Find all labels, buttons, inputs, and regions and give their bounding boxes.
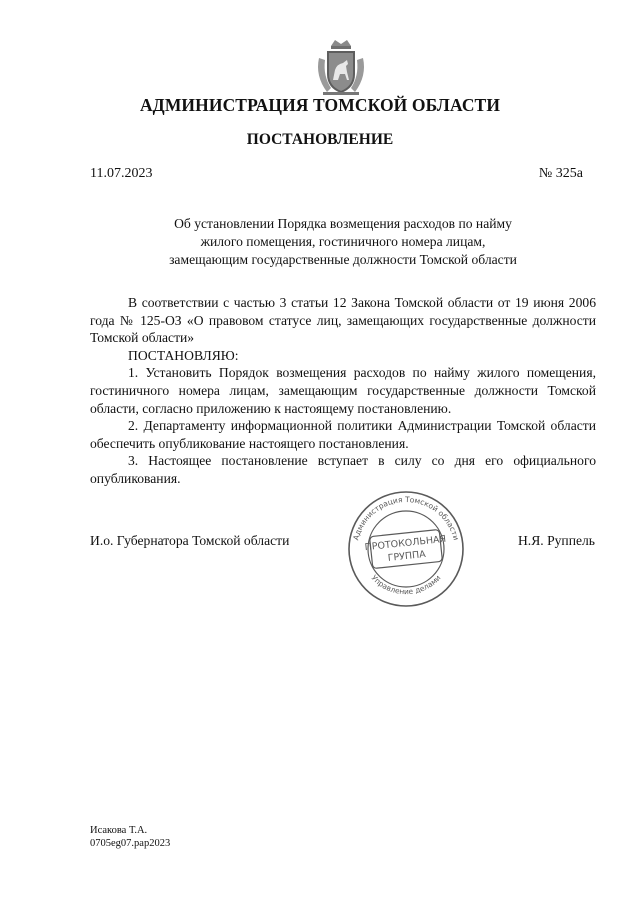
organization-title: АДМИНИСТРАЦИЯ ТОМСКОЙ ОБЛАСТИ xyxy=(139,95,501,115)
executor-block xyxy=(90,824,170,850)
decree-item: 2. Департаменту информационной политики Администрации Томской области обеспечить опубликование настоящего постановления. xyxy=(90,418,596,451)
document-body xyxy=(90,294,596,488)
official-stamp xyxy=(343,489,469,609)
subject-line: Об установлении Порядка возмещения расходов по найму xyxy=(174,216,512,231)
subject-line: замещающим государственные должности Томской области xyxy=(169,252,517,267)
document-subject xyxy=(100,215,586,269)
document-type-title: ПОСТАНОВЛЕНИЕ xyxy=(246,131,394,148)
signatory-name: Н.Я. Руппель xyxy=(517,533,595,548)
subject-line: жилого помещения, гостиничного номера лицам, xyxy=(200,234,486,249)
stamp-outer-text-bottom: Управление делами xyxy=(369,573,443,597)
decree-item: 3. Настоящее постановление вступает в силу со дня его официального опубликования. xyxy=(90,453,596,486)
stamp-center-line2: ГРУППА xyxy=(387,548,427,564)
decree-word: ПОСТАНОВЛЯЮ: xyxy=(128,347,239,363)
coat-of-arms-emblem xyxy=(313,36,369,96)
document-date: 11.07.2023 xyxy=(90,166,153,181)
stamp-center-line1: ПРОТОКОЛЬНАЯ xyxy=(364,533,447,554)
executor-name: Исакова Т.А. xyxy=(90,825,148,836)
document-number: № 325а xyxy=(538,166,583,181)
file-code: 0705eg07.pap2023 xyxy=(90,838,171,849)
signatory-position: И.о. Губернатора Томской области xyxy=(90,533,290,548)
stamp-outer-text-top: Администрация Томской области xyxy=(351,494,461,542)
preamble-paragraph: В соответствии с частью 3 статьи 12 Закона Томской области от 19 июня 2006 года № 125-ОЗ «О правовом статусе лиц, замещающих государственные должности Томской области» xyxy=(90,295,596,346)
decree-item: 1. Установить Порядок возмещения расходов по найму жилого помещения, гостиничного номера лицам, замещающим государственные должности Томской области, согласно приложению к настоящему постановлению. xyxy=(90,365,596,416)
